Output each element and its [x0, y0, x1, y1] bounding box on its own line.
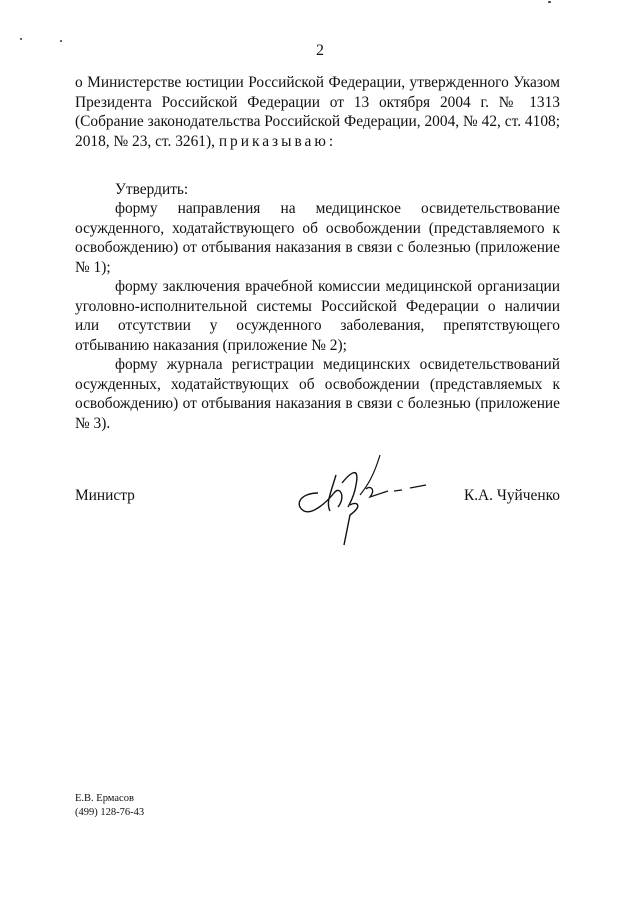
list-item: форму журнала регистрации медицинских освидетельствований осужденных, ходатайствующих об освобождении (представляемых к освобождению) от отбывания наказания в связи с болезнью (приложение № 3).: [75, 356, 560, 432]
signatory-position: Министр: [75, 487, 135, 504]
approve-label: Утвердить:: [115, 181, 189, 198]
executor-info: [75, 792, 144, 820]
scan-speck: [20, 38, 22, 40]
intro-text: о Министерстве юстиции Российской Федерации, утвержденного Указом Президента Российской Федерации от 13 октября 2004 г. № 1313 (Собрание законодательства Российской Федерации, 2004, № 42, ст. 4108; 2018, № 23, ст. 3261),: [75, 74, 560, 150]
scan-speck: [548, 1, 551, 3]
approved-forms-list: [75, 199, 560, 433]
signatory-name: К.А. Чуйченко: [463, 487, 560, 504]
intro-paragraph: [75, 73, 560, 151]
list-item: форму направления на медицинское освидетельствование осужденного, ходатайствующего об освобождении (представляемого к освобождению) от отбывания наказания в связи с болезнью (приложение № 1);: [75, 200, 560, 276]
list-item: форму заключения врачебной комиссии медицинской организации уголовно-исполнительной системы Российской Федерации о наличии или отсутствии у осужденного заболевания, препятствующего отбыванию наказания (приложение № 2);: [75, 278, 560, 354]
order-word: приказываю:: [218, 132, 337, 150]
handwritten-signature: [290, 445, 430, 555]
executor-phone: (499) 128-76-43: [75, 807, 145, 818]
page-number: 2: [316, 42, 324, 59]
executor-name: Е.В. Ермасов: [75, 793, 134, 804]
